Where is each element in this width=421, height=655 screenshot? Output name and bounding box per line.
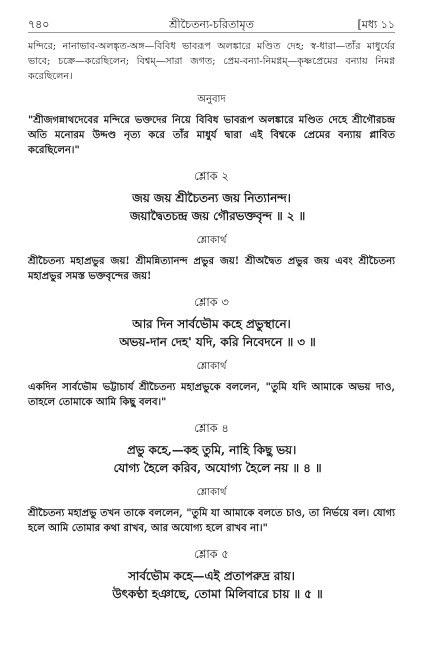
translation-text: একদিন সার্বভৌম ভট্টাচার্য শ্রীচৈতন্য মহাপ্রভুকে বললেন, "তুমি যদি আমাকে অভয় দাও, তাহলে তোমাকে আমি কিছু বলব।" (28, 382, 395, 408)
verse-line: জয়াদ্বৈতচন্দ্র জয় গৌরভক্তবৃন্দ ॥ ২ ॥ (129, 209, 306, 223)
translation-text: শ্রীচৈতন্য মহাপ্রভু তখন তাকে বললেন, "তুমি যা আমাকে বলতে চাও, তা নির্ভয়ে বল। যোগ্য হলে আমি তোমার কথা রাখব, আর অযোগ্য হলে রাখব না।" (28, 508, 395, 534)
verse-line: উৎকণ্ঠা হঞাছে, তোমা মিলিবারে চায় ॥ ৫ ॥ (112, 587, 323, 601)
word-commentary: মন্দিরে; নানাভাব-অলঙ্কৃত-অঙ্গ—বিবিধ ভাবরূপ অলঙ্কারে মণ্ডিত দেহ; স্ব-ধারা—তাঁর মাধুর্যের ভাবে; চক্রে—করেছিলেন; বিশ্বম্—সারা জগত; প্রেম-বন্যা-নিমগ্নম্—কৃষ্ণপ্রেমের বন্যায় নিমগ্ন করেছিলেন। (28, 41, 395, 82)
verse-line: প্রভু কহে,—কহ তুমি, নাহি কিছু ভয়। (126, 443, 297, 457)
book-title: শ্রীচৈতন্য-চরিতামৃত (169, 18, 254, 31)
verse-line: সার্বভৌম কহে—এই প্রতাপরুদ্র রায়। (128, 569, 295, 583)
translation-heading: শ্লোকার্থ (196, 487, 227, 498)
translation-heading: শ্লোকার্থ (196, 235, 227, 246)
verse-5-section (28, 546, 395, 603)
translation-text: শ্রীচৈতন্য মহাপ্রভুর জয়! শ্রীমন্নিত্যানন্দ প্রভুর জয়! শ্রীঅদ্বৈত প্রভুর জয় এবং শ্রীচৈতন্য মহাপ্রভুর সমস্ত ভক্তবৃন্দের জয়! (28, 256, 395, 282)
page-number: ৭৪০ (28, 18, 50, 31)
verse-line: অভয়-দান দেহ' যদি, করি নিবেদনে ॥ ৩ ॥ (119, 335, 316, 349)
verse-3-section (28, 294, 395, 410)
translation-heading: শ্লোকার্থ (196, 361, 227, 372)
verse-heading: শ্লোক ৪ (194, 421, 229, 435)
verse-heading: শ্লোক ৫ (194, 547, 229, 561)
verse-heading: শ্লোক ৩ (194, 295, 229, 309)
anuvad-text: "শ্রীজগন্নাথদেবের মন্দিরে ভক্তদের নিয়ে বিবিধ ভাবরূপ অলঙ্কারে মণ্ডিত দেহে শ্রীগৌরচন্দ্র অতি মনোরম উদ্দণ্ড নৃত্য করে তাঁর মাধুর্য দ্বারা এই বিশ্বকে প্রেমের বন্যায় প্লাবিত করেছিলেন।" (28, 115, 395, 156)
running-header (28, 14, 395, 33)
verse-2-section (28, 168, 395, 284)
verse-heading: শ্লোক ২ (194, 169, 229, 183)
verse-line: জয় জয় শ্রীচৈতন্য জয় নিত্যানন্দ। (132, 191, 291, 205)
verse-line: আর দিন সার্বভৌম কহে প্রভুস্থানে। (132, 317, 291, 331)
verse-4-section (28, 420, 395, 536)
anuvad-heading: অনুবাদ (197, 94, 226, 105)
chapter-reference: [মধ্য ১১ (357, 18, 395, 31)
verse-line: যোগ্য হৈলে করিব, অযোগ্য হৈলে নয় ॥ ৪ ॥ (113, 461, 322, 475)
